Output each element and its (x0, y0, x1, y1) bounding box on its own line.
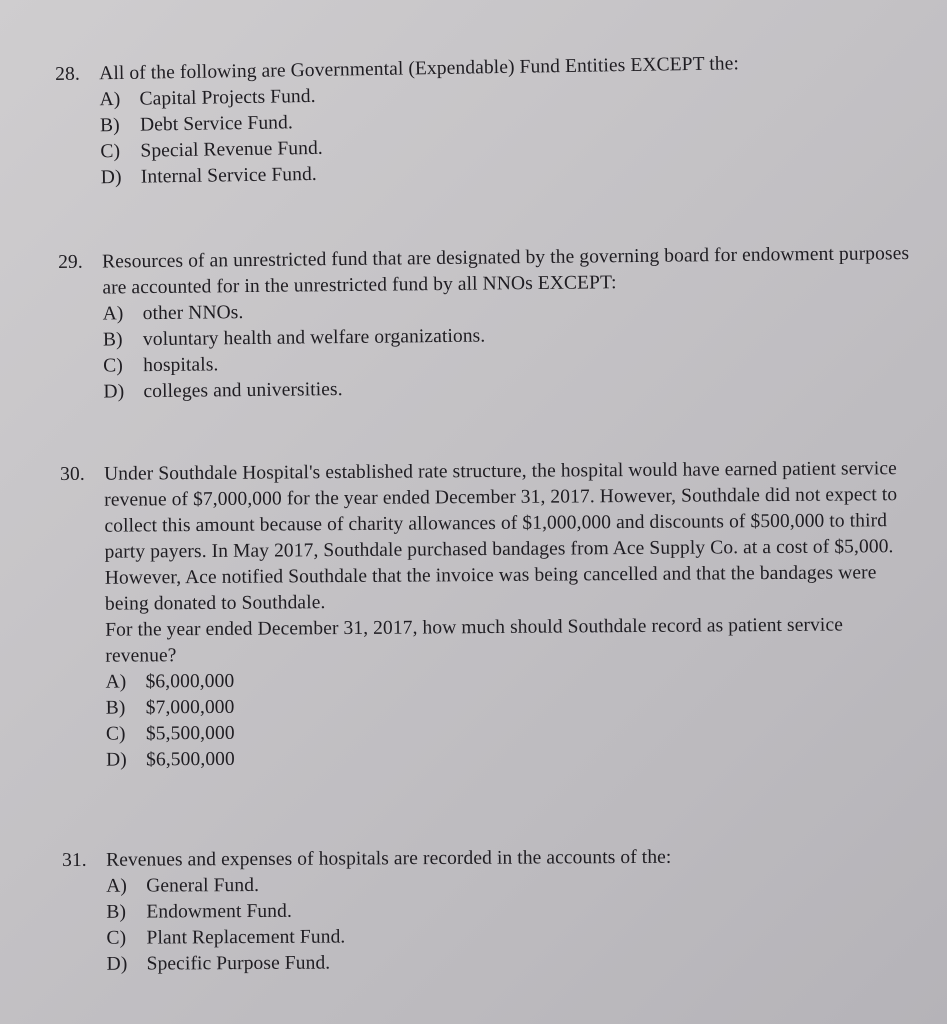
question-text: Under Southdale Hospital's established rate structure, the hospital would have earned patient service revenue of $7,000,000 for the year ended December 31, 2017. However, Southdale did not expect to collect this amount because of charity allowances of $1,000,000 and discounts of $500,000 to third party payers. In May 2017, Southdale purchased bandages from Ace Supply Co. at a cost of $5,000. However, Ace notified Southdale that the invoice was being cancelled and that the bandages were being donated to Southdale. (104, 458, 898, 615)
choice-text: Special Revenue Fund. (140, 137, 323, 162)
question-text: All of the following are Governmental (Expendable) Fund Entities EXCEPT the: (99, 53, 740, 85)
question-number: 31. (62, 849, 87, 871)
choice-letter: D) (100, 166, 122, 189)
choice-text: General Fund. (146, 874, 260, 897)
choice-letter: B) (106, 901, 127, 923)
answer-choice (106, 922, 782, 952)
choice-text: $5,500,000 (145, 722, 235, 745)
answer-choice (107, 948, 783, 978)
answer-choice (106, 896, 782, 926)
answer-choices (103, 293, 920, 406)
choice-text: Debt Service Fund. (139, 112, 294, 136)
question-number: 28. (55, 63, 81, 85)
choice-letter: C) (105, 723, 126, 745)
answer-choices (99, 75, 877, 191)
choice-letter: D) (106, 953, 128, 975)
choice-text: voluntary health and welfare organizations. (142, 325, 486, 351)
choice-text: hospitals. (143, 354, 219, 377)
choice-letter: B) (105, 697, 126, 719)
choice-text: $6,500,000 (146, 748, 235, 771)
answer-choices (105, 664, 912, 774)
choice-letter: A) (102, 303, 124, 325)
choice-letter: C) (103, 355, 124, 377)
question-28 (55, 49, 877, 192)
choice-text: Specific Purpose Fund. (146, 952, 331, 975)
choice-text: Capital Projects Fund. (139, 85, 316, 110)
choice-text: Plant Replacement Fund. (146, 926, 346, 949)
question-number: 30. (60, 463, 85, 485)
question-prompt: For the year ended December 31, 2017, how much should Southdale record as patient service revenue? (105, 614, 843, 667)
choice-text: $7,000,000 (145, 696, 235, 719)
choice-letter: D) (106, 749, 127, 771)
choice-letter: D) (103, 381, 125, 403)
choice-text: other NNOs. (142, 302, 244, 325)
question-30 (60, 456, 912, 774)
question-text: Resources of an unrestricted fund that are designated by the governing board for endowment purposes are accounted for in the unrestricted fund by all NNOs EXCEPT: (102, 243, 910, 299)
question-29 (58, 241, 920, 406)
choice-text: Endowment Fund. (146, 900, 292, 923)
choice-text: Internal Service Fund. (140, 163, 317, 188)
choice-letter: C) (106, 927, 127, 949)
choice-letter: B) (99, 114, 120, 137)
question-text: Revenues and expenses of hospitals are recorded in the accounts of the: (106, 846, 672, 871)
answer-choice (106, 870, 782, 900)
choice-text: $6,000,000 (145, 670, 235, 693)
choice-letter: A) (105, 671, 127, 693)
choice-letter: B) (102, 329, 123, 351)
question-31 (62, 844, 783, 978)
choice-letter: A) (106, 875, 128, 897)
answer-choices (106, 870, 783, 978)
choice-letter: C) (100, 140, 121, 163)
question-number: 29. (58, 251, 83, 273)
choice-text: colleges and universities. (143, 379, 343, 403)
answer-choice (106, 742, 912, 774)
choice-letter: A) (99, 88, 121, 111)
